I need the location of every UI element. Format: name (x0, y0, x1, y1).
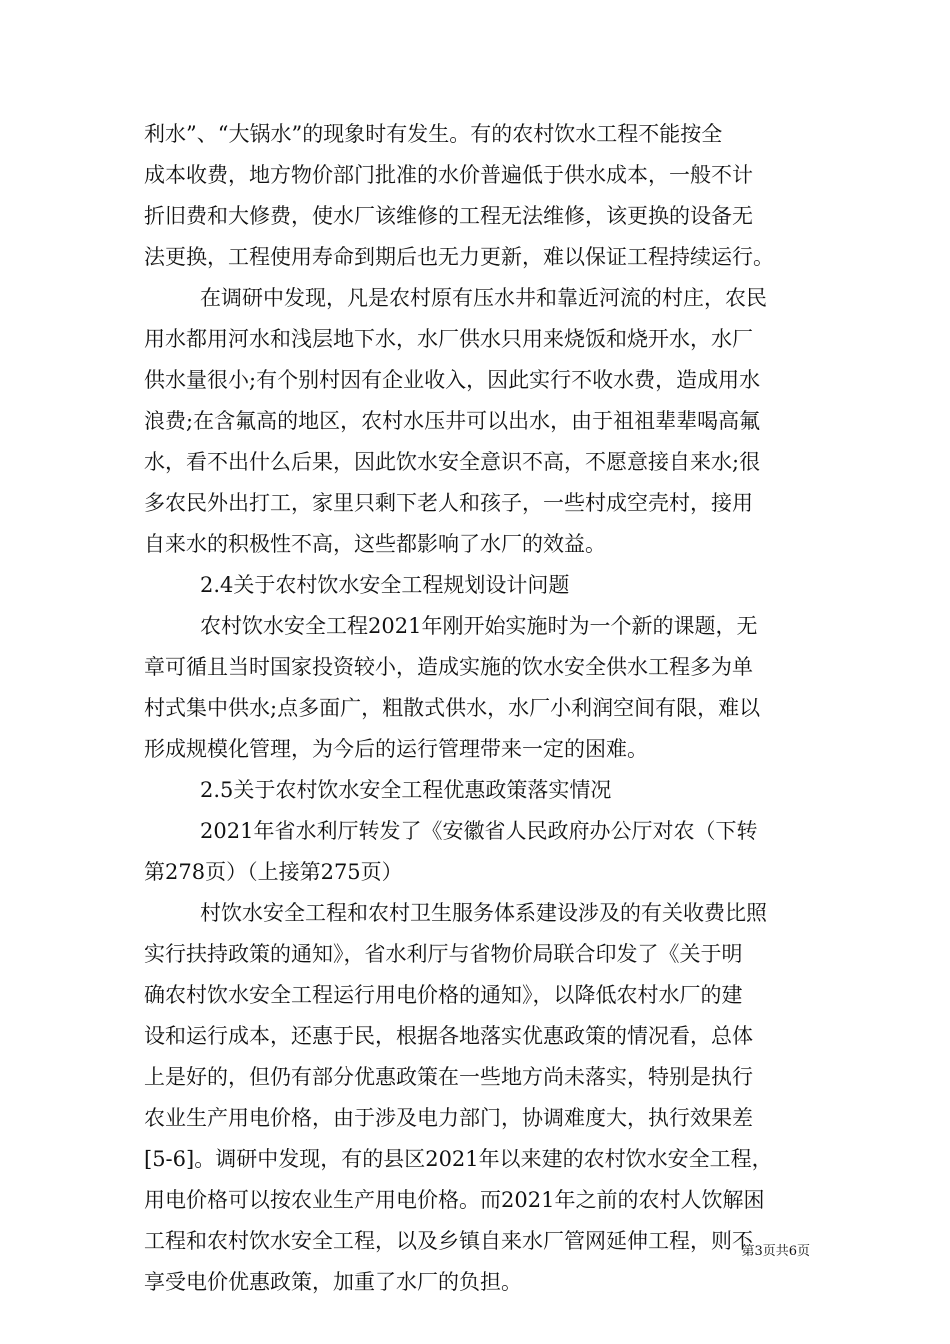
text-line: 折旧费和大修费，使水厂该维修的工程无法维修，该更换的设备无 (144, 204, 753, 228)
text-line: 确农村饮水安全工程运行用电价格的通知》，以降低农村水厂的建 (144, 983, 743, 1007)
text-line: 成本收费，地方物价部门批准的水价普遍低于供水成本，一般不计 (144, 163, 753, 187)
text-line: 享受电价优惠政策，加重了水厂的负担。 (144, 1270, 522, 1294)
text-line: 用水都用河水和浅层地下水，水厂供水只用来烧饭和烧开水，水厂 (144, 327, 753, 351)
text-line: 村式集中供水;点多面广，粗散式供水，水厂小利润空间有限，难以 (144, 696, 761, 720)
page-number: 第3页共6页 (741, 1244, 810, 1259)
text-line: 利水”、“大锅水”的现象时有发生。有的农村饮水工程不能按全 (144, 122, 723, 146)
text-line: 工程和农村饮水安全工程，以及乡镇自来水厂管网延伸工程，则不 (144, 1229, 753, 1253)
text-line: 形成规模化管理，为今后的运行管理带来一定的困难。 (144, 737, 648, 761)
text-line: 浪费;在含氟高的地区，农村水压井可以出水，由于祖祖辈辈喝高氟 (144, 409, 761, 433)
text-line: 实行扶持政策的通知》，省水利厅与省物价局联合印发了《关于明 (144, 942, 743, 966)
text-line: 章可循且当时国家投资较小，造成实施的饮水安全供水工程多为单 (144, 655, 753, 679)
text-line: [5-6]。调研中发现，有的县区2021年以来建的农村饮水安全工程， (144, 1147, 773, 1171)
text-line: 用电价格可以按农业生产用电价格。而2021年之前的农村人饮解困 (144, 1188, 765, 1212)
text-line: 村饮水安全工程和农村卫生服务体系建设涉及的有关收费比照 (200, 901, 767, 925)
text-line: 自来水的积极性不高，这些都影响了水厂的效益。 (144, 532, 606, 556)
text-line: 农业生产用电价格，由于涉及电力部门，协调难度大，执行效果差 (144, 1106, 753, 1130)
text-line: 2021年省水利厅转发了《安徽省人民政府办公厅对农（下转 (200, 819, 758, 843)
section-heading: 2.5关于农村饮水安全工程优惠政策落实情况 (200, 778, 612, 802)
text-line: 水，看不出什么后果，因此饮水安全意识不高，不愿意接自来水;很 (144, 450, 761, 474)
text-line: 第278页）（上接第275页） (144, 860, 403, 884)
text-line: 上是好的，但仍有部分优惠政策在一些地方尚未落实，特别是执行 (144, 1065, 753, 1089)
text-line: 供水量很小;有个别村因有企业收入，因此实行不收水费，造成用水 (144, 368, 761, 392)
text-line: 设和运行成本，还惠于民，根据各地落实优惠政策的情况看，总体 (144, 1024, 753, 1048)
text-line: 农村饮水安全工程2021年刚开始实施时为一个新的课题，无 (200, 614, 758, 638)
text-line: 多农民外出打工，家里只剩下老人和孩子，一些村成空壳村，接用 (144, 491, 753, 515)
text-line: 在调研中发现，凡是农村原有压水井和靠近河流的村庄，农民 (200, 286, 767, 310)
text-line: 法更换，工程使用寿命到期后也无力更新，难以保证工程持续运行。 (144, 245, 774, 269)
section-heading: 2.4关于农村饮水安全工程规划设计问题 (200, 573, 570, 597)
